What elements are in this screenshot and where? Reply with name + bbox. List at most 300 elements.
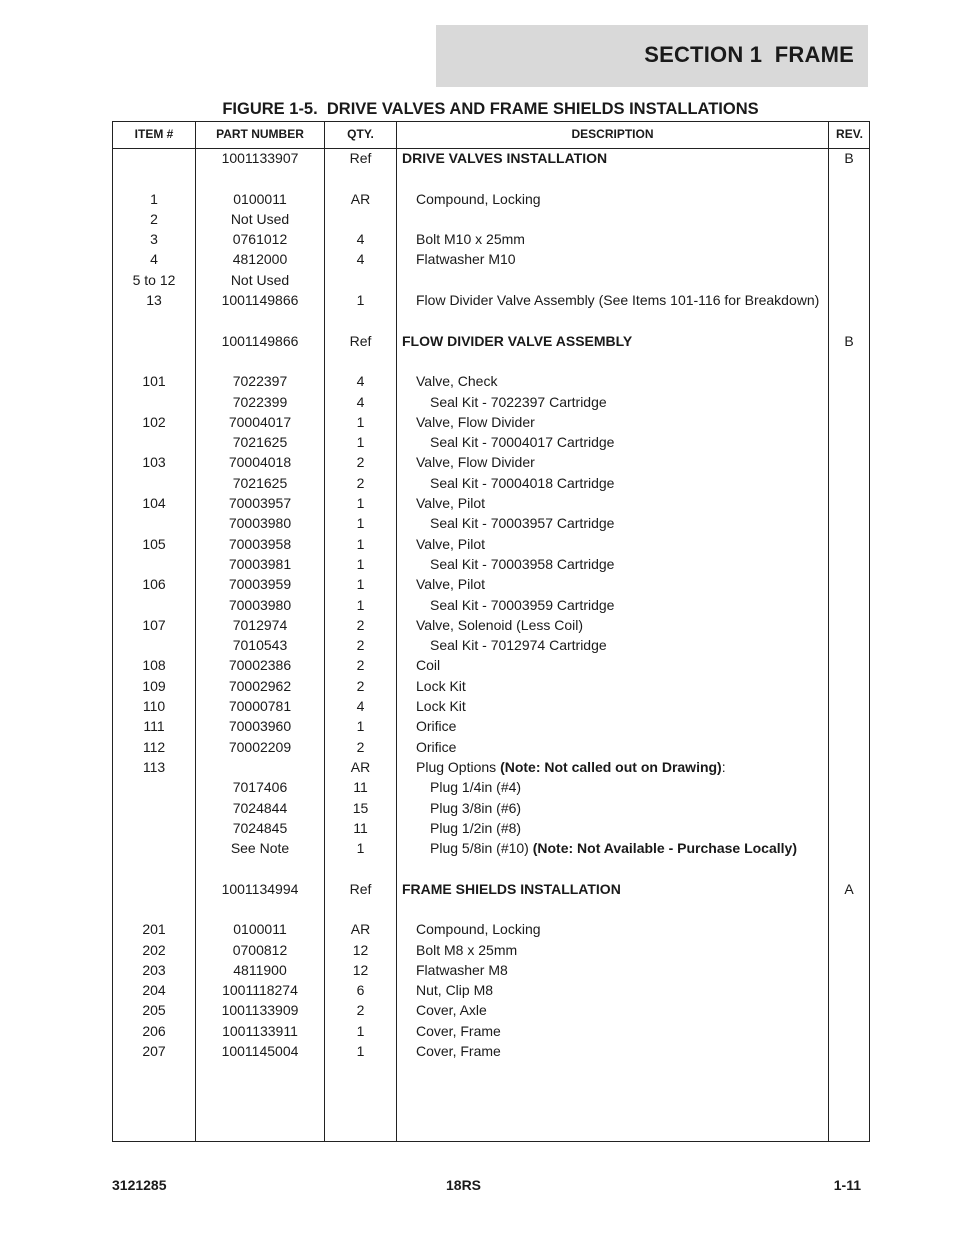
table-row <box>113 554 869 574</box>
revision <box>828 635 870 655</box>
description <box>402 270 846 290</box>
part-number: 70003958 <box>228 535 292 552</box>
description-text: Bolt M8 x 25mm <box>416 941 518 958</box>
description-text: Seal Kit - 70004018 Cartridge <box>430 474 615 491</box>
quantity: 4 <box>356 373 365 390</box>
description-text: Coil <box>416 657 441 674</box>
revision <box>828 493 870 513</box>
quantity: 4 <box>356 393 365 410</box>
quantity: 4 <box>356 231 365 248</box>
description-text: Orifice <box>416 738 457 755</box>
assembly-title <box>402 331 832 351</box>
table-row <box>113 249 869 269</box>
table-row <box>113 595 869 615</box>
quantity: 1 <box>356 718 365 735</box>
part-number: 4812000 <box>232 251 288 268</box>
quantity: 12 <box>352 941 369 958</box>
table-row <box>113 1041 869 1061</box>
quantity: 2 <box>356 1002 365 1019</box>
revision <box>828 818 870 838</box>
description-text: Compound, Locking <box>416 190 541 207</box>
description-text: Seal Kit - 70003958 Cartridge <box>430 555 615 572</box>
item-number <box>113 879 195 899</box>
quantity: 2 <box>356 738 365 755</box>
item-number: 1 <box>150 190 158 207</box>
quantity: 1 <box>356 515 365 532</box>
item-number <box>113 595 195 615</box>
part-number: 70002962 <box>228 677 292 694</box>
description-text: Flatwasher M8 <box>416 961 508 978</box>
revision <box>828 371 870 391</box>
quantity: Ref <box>349 150 372 166</box>
description <box>402 798 860 818</box>
description <box>402 595 860 615</box>
footer-model: 18RS <box>446 1177 482 1193</box>
description-text: Seal Kit - 7022397 Cartridge <box>430 393 607 410</box>
part-number: 1001145004 <box>221 1043 299 1060</box>
description-text: Nut, Clip M8 <box>416 982 494 999</box>
table-row <box>113 798 869 818</box>
table-row <box>113 960 869 980</box>
revision <box>828 452 870 472</box>
revision <box>828 777 870 797</box>
description-text: Cover, Frame <box>416 1022 501 1039</box>
quantity: 2 <box>356 616 365 633</box>
table-row <box>113 838 869 858</box>
description-text: Valve, Check <box>416 373 498 390</box>
table-row <box>113 412 869 432</box>
item-number: 207 <box>142 1043 166 1060</box>
revision <box>828 940 870 960</box>
revision <box>828 615 870 635</box>
revision <box>828 960 870 980</box>
part-number: 0100011 <box>233 190 287 207</box>
quantity: 1 <box>356 1043 365 1060</box>
quantity: Ref <box>349 880 372 897</box>
description-text: Plug 1/2in (#8) <box>430 819 522 836</box>
part-number <box>195 757 325 777</box>
header-item: ITEM # <box>134 127 174 141</box>
revision <box>828 696 870 716</box>
description-suffix: : <box>721 758 726 775</box>
part-number: 7012974 <box>232 616 288 633</box>
item-number: 206 <box>142 1022 166 1039</box>
description-text: FRAME SHIELDS INSTALLATION <box>402 880 621 897</box>
description <box>402 534 846 554</box>
description-text: Valve, Solenoid (Less Coil) <box>416 616 584 633</box>
part-number: See Note <box>230 840 290 857</box>
item-number: 106 <box>142 576 166 593</box>
header-qty: QTY. <box>347 127 374 141</box>
description-note: (Note: Not Available - Purchase Locally) <box>532 840 797 857</box>
quantity: 1 <box>356 413 365 430</box>
description <box>402 473 860 493</box>
part-number: 1001149866 <box>221 332 299 349</box>
table-row <box>113 696 869 716</box>
description-text: Plug 5/8in (#10) <box>430 840 533 857</box>
part-number: 4811900 <box>233 961 287 978</box>
description <box>402 392 860 412</box>
description-text: DRIVE VALVES INSTALLATION <box>402 150 608 166</box>
quantity <box>325 209 396 229</box>
description-text: FLOW DIVIDER VALVE ASSEMBLY <box>402 332 633 349</box>
item-number: 203 <box>142 961 166 978</box>
quantity: 2 <box>356 474 365 491</box>
description-text: Compound, Locking <box>416 921 541 938</box>
part-number: 70002209 <box>228 738 292 755</box>
description <box>402 716 846 736</box>
part-number: 7024845 <box>232 819 288 836</box>
item-number: 202 <box>142 941 166 958</box>
quantity: 4 <box>356 698 365 715</box>
table-row <box>113 290 869 310</box>
section-title: SECTION 1 FRAME <box>644 42 854 67</box>
quantity: 1 <box>356 535 365 552</box>
table-row <box>113 270 869 290</box>
description <box>402 371 846 391</box>
quantity: 1 <box>356 840 365 857</box>
quantity: 2 <box>356 657 365 674</box>
description <box>402 757 846 777</box>
item-number: 108 <box>142 657 166 674</box>
description <box>402 696 846 716</box>
description <box>402 249 846 269</box>
item-number: 110 <box>142 698 166 715</box>
description-text: Cover, Frame <box>416 1043 501 1060</box>
description <box>402 655 846 675</box>
revision <box>828 270 870 290</box>
description-note: (Note: Not called out on Drawing) <box>500 758 722 775</box>
description <box>402 838 860 858</box>
part-number: Not Used <box>230 271 290 288</box>
part-number: 1001133911 <box>222 1022 298 1039</box>
item-number <box>113 392 195 412</box>
table-row <box>113 615 869 635</box>
quantity: 1 <box>356 495 365 512</box>
part-number: 70003980 <box>228 596 292 613</box>
description <box>402 960 846 980</box>
description <box>402 554 860 574</box>
revision <box>828 534 870 554</box>
part-number: 70003981 <box>228 555 292 572</box>
description-text: Bolt M10 x 25mm <box>416 231 525 248</box>
item-number: 111 <box>143 718 165 735</box>
table-row <box>113 1021 869 1041</box>
section-header <box>436 25 868 87</box>
part-number: 70003959 <box>228 576 292 593</box>
quantity: 1 <box>356 596 365 613</box>
description <box>402 635 860 655</box>
table-row <box>113 452 869 472</box>
assembly-title <box>402 148 832 168</box>
revision <box>828 209 870 229</box>
description <box>402 574 846 594</box>
description-text: Seal Kit - 70003959 Cartridge <box>430 596 615 613</box>
item-number: 102 <box>142 413 166 430</box>
figure-title: FIGURE 1-5. DRIVE VALVES AND FRAME SHIELDS INSTALLATIONS <box>222 100 759 118</box>
description-text: Seal Kit - 7012974 Cartridge <box>430 637 607 654</box>
quantity <box>325 270 396 290</box>
revision <box>828 798 870 818</box>
table-row <box>113 493 869 513</box>
item-number: 112 <box>142 738 166 755</box>
item-number: 204 <box>142 982 166 999</box>
table-row <box>113 635 869 655</box>
header-description: DESCRIPTION <box>571 127 654 141</box>
description <box>402 615 846 635</box>
part-number: 1001133907 <box>221 150 299 166</box>
spacer-row <box>113 858 869 878</box>
table-row <box>113 757 869 777</box>
spacer-row <box>113 899 869 919</box>
item-number <box>113 635 195 655</box>
part-number: 0700812 <box>232 941 288 958</box>
quantity: 2 <box>356 454 365 471</box>
item-number: 101 <box>142 373 166 390</box>
table-row <box>113 737 869 757</box>
revision <box>828 554 870 574</box>
description-text: Valve, Flow Divider <box>416 413 535 430</box>
item-number <box>113 838 195 858</box>
revision: B <box>844 150 854 166</box>
item-number: 103 <box>142 454 166 471</box>
revision <box>828 919 870 939</box>
table-row <box>113 676 869 696</box>
part-number: 1001133909 <box>221 1002 299 1019</box>
table-row <box>113 655 869 675</box>
description-text: Lock Kit <box>416 698 466 715</box>
table-row <box>113 980 869 1000</box>
item-number: 3 <box>150 231 158 248</box>
quantity: AR <box>350 190 371 207</box>
table-row <box>113 209 869 229</box>
quantity: 4 <box>356 251 365 268</box>
item-number <box>113 798 195 818</box>
item-number: 113 <box>142 758 166 775</box>
description <box>402 818 860 838</box>
revision <box>828 392 870 412</box>
description-text: Flow Divider Valve Assembly (See Items 101-116 for Breakdown) <box>416 292 820 309</box>
table-row <box>113 818 869 838</box>
description <box>402 777 860 797</box>
quantity: 1 <box>356 292 365 309</box>
revision <box>828 432 870 452</box>
quantity: 1 <box>356 555 365 572</box>
description-text: Valve, Pilot <box>416 495 485 512</box>
description-text: Flatwasher M10 <box>416 251 516 268</box>
item-number: 109 <box>142 677 166 694</box>
quantity: 2 <box>356 637 365 654</box>
quantity: 11 <box>353 779 368 796</box>
part-number: 7021625 <box>232 474 288 491</box>
revision <box>828 574 870 594</box>
header-rev: REV. <box>836 127 863 141</box>
table-row <box>113 432 869 452</box>
item-number: 205 <box>142 1002 166 1019</box>
quantity: AR <box>350 921 371 938</box>
revision <box>828 290 870 310</box>
item-number <box>113 554 195 574</box>
description-text: Plug Options <box>416 758 501 775</box>
description <box>402 940 846 960</box>
revision <box>828 838 870 858</box>
description-text: Seal Kit - 70004017 Cartridge <box>430 434 615 451</box>
table-body <box>113 148 869 1061</box>
table-row <box>113 331 869 351</box>
part-number: 70000781 <box>228 698 292 715</box>
item-number: 104 <box>142 495 166 512</box>
quantity: AR <box>350 758 371 775</box>
description-text: Valve, Pilot <box>416 535 485 552</box>
quantity: 2 <box>356 677 365 694</box>
description-text: Plug 1/4in (#4) <box>430 779 522 796</box>
quantity: 12 <box>352 961 369 978</box>
item-number <box>113 148 195 168</box>
description <box>402 452 846 472</box>
quantity: 1 <box>356 576 365 593</box>
revision <box>828 249 870 269</box>
quantity: 15 <box>352 799 369 816</box>
part-number: 7017406 <box>232 779 288 796</box>
description <box>402 189 846 209</box>
revision <box>828 513 870 533</box>
item-number: 2 <box>150 210 158 227</box>
table-row <box>113 513 869 533</box>
part-number: 70003957 <box>228 495 292 512</box>
description <box>402 412 846 432</box>
quantity: Ref <box>349 332 372 349</box>
item-number: 105 <box>142 535 166 552</box>
part-number: 7010543 <box>232 637 288 654</box>
revision <box>828 412 870 432</box>
item-number: 201 <box>142 921 166 938</box>
table-row <box>113 371 869 391</box>
table-row <box>113 1000 869 1020</box>
revision: A <box>844 880 854 897</box>
table-row <box>113 879 869 899</box>
description <box>402 493 846 513</box>
description <box>402 919 846 939</box>
revision <box>828 595 870 615</box>
item-number <box>113 777 195 797</box>
item-number <box>113 432 195 452</box>
item-number: 13 <box>146 292 162 309</box>
part-number: 0761012 <box>232 231 288 248</box>
part-number: 7024844 <box>232 799 288 816</box>
description <box>402 1041 846 1061</box>
description <box>402 432 860 452</box>
revision <box>828 189 870 209</box>
revision <box>828 473 870 493</box>
table-row <box>113 473 869 493</box>
description <box>402 737 846 757</box>
revision <box>828 655 870 675</box>
part-number: 7021625 <box>232 434 288 451</box>
description <box>402 1000 846 1020</box>
description-text: Cover, Axle <box>416 1002 487 1019</box>
item-number <box>113 473 195 493</box>
quantity: 11 <box>353 819 368 836</box>
part-number: 70003960 <box>228 718 292 735</box>
description-text: Orifice <box>416 718 457 735</box>
part-number: 70004018 <box>228 454 292 471</box>
table-row <box>113 534 869 554</box>
description-text: Lock Kit <box>416 677 466 694</box>
spacer-row <box>113 310 869 330</box>
table-header <box>113 122 869 149</box>
description <box>402 1021 846 1041</box>
description <box>402 290 846 310</box>
description-text: Valve, Flow Divider <box>416 454 535 471</box>
table-row <box>113 189 869 209</box>
table-row <box>113 919 869 939</box>
revision: B <box>844 332 854 349</box>
part-number: 1001134994 <box>221 880 299 897</box>
part-number: 1001149866 <box>221 292 299 309</box>
description <box>402 980 846 1000</box>
revision <box>828 1041 870 1061</box>
item-number <box>113 513 195 533</box>
description <box>402 676 846 696</box>
revision <box>828 1000 870 1020</box>
table-row <box>113 574 869 594</box>
revision <box>828 676 870 696</box>
description <box>402 229 846 249</box>
description-text: Plug 3/8in (#6) <box>430 799 522 816</box>
item-number <box>113 818 195 838</box>
part-number: 0100011 <box>233 921 287 938</box>
revision <box>828 1021 870 1041</box>
part-number: 70002386 <box>228 657 292 674</box>
footer-document-number: 3121285 <box>112 1177 167 1193</box>
revision <box>828 229 870 249</box>
spacer-row <box>113 351 869 371</box>
part-number: Not Used <box>230 210 290 227</box>
quantity: 6 <box>356 982 365 999</box>
part-number: 1001118274 <box>222 982 298 999</box>
table-row <box>113 716 869 736</box>
item-number: 107 <box>142 616 166 633</box>
item-number: 4 <box>150 251 158 268</box>
description <box>402 209 846 229</box>
item-number <box>113 331 195 351</box>
part-number: 7022399 <box>232 393 288 410</box>
revision <box>828 980 870 1000</box>
parts-table <box>112 121 870 1142</box>
item-number: 5 to 12 <box>132 271 176 288</box>
part-number: 7022397 <box>232 373 288 390</box>
part-number: 70004017 <box>228 413 292 430</box>
table-row <box>113 777 869 797</box>
description-text: Seal Kit - 70003957 Cartridge <box>430 515 615 532</box>
description <box>402 513 860 533</box>
spacer-row <box>113 168 869 188</box>
revision <box>828 737 870 757</box>
description-text: Valve, Pilot <box>416 576 485 593</box>
table-row <box>113 229 869 249</box>
header-part-number: PART NUMBER <box>216 127 304 141</box>
table-row <box>113 148 869 168</box>
footer-page-number: 1-11 <box>833 1177 861 1193</box>
quantity: 1 <box>356 1022 365 1039</box>
table-row <box>113 940 869 960</box>
part-number: 70003980 <box>228 515 292 532</box>
assembly-title <box>402 879 832 899</box>
table-row <box>113 392 869 412</box>
revision <box>828 716 870 736</box>
revision <box>828 757 870 777</box>
quantity: 1 <box>356 434 365 451</box>
